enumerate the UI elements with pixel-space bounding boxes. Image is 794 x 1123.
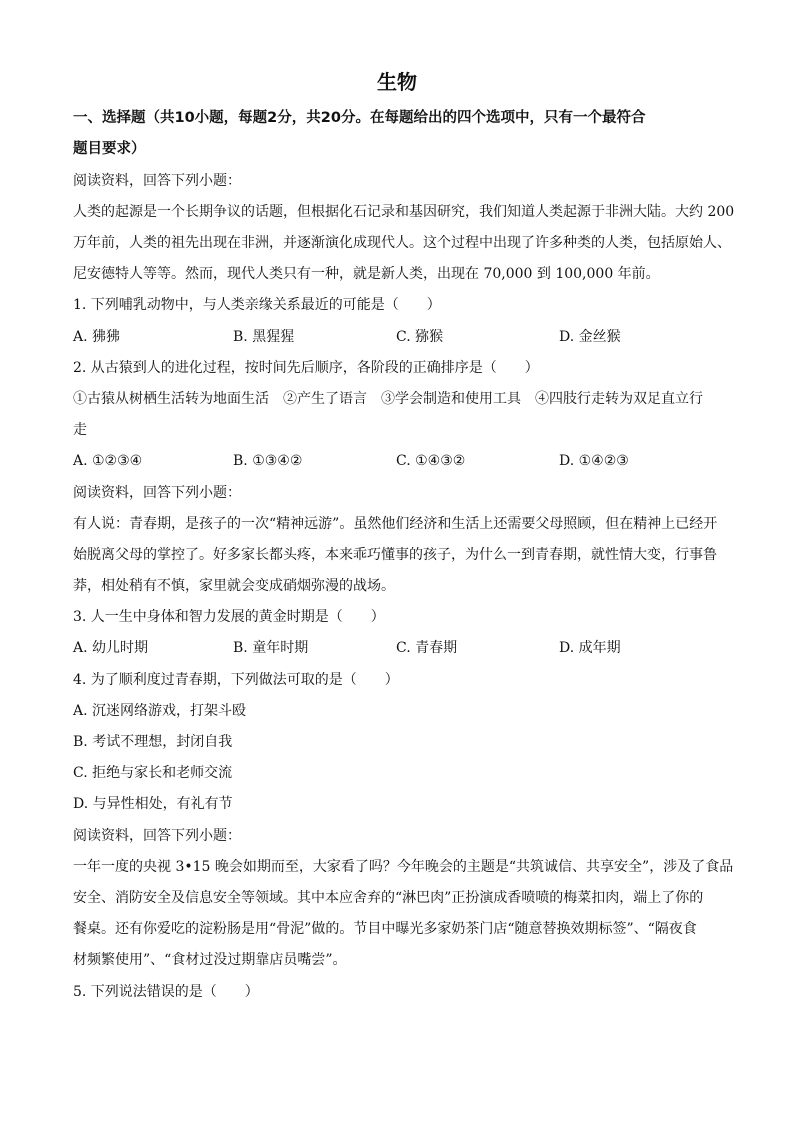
passage-2-line-2: 始脱离父母的掌控了。好多家长都头疼，本来乖巧懂事的孩子，为什么一到青春期，就性情大变，行事鲁 [73,547,717,563]
passage-2-intro: 阅读资料，回答下列小题： [73,485,241,501]
question-2-option-d[interactable]: D. ①④②③ [559,453,629,469]
passage-1-intro: 阅读资料，回答下列小题： [73,173,241,189]
page-title: 生物 [377,70,417,94]
question-2-stem: 2. 从古猿到人的进化过程，按时间先后顺序，各阶段的正确排序是（ ） [73,360,539,376]
section-header-line-1: 一、选择题（共10小题，每题2分，共20分。在每题给出的四个选项中，只有一个最符合 [73,110,646,126]
question-4-option-a[interactable]: A. 沉迷网络游戏，打架斗殴 [73,703,247,719]
question-3-option-c[interactable]: C. 青春期 [396,640,458,656]
question-2-option-b[interactable]: B. ①③④② [233,453,303,469]
passage-3-line-1: 一年一度的央视 3•15 晚会如期而至，大家看了吗？今年晚会的主题是“共筑诚信、共享安全”，涉及了食品 [73,859,734,875]
question-4-option-b[interactable]: B. 考试不理想，封闭自我 [73,734,233,750]
passage-2-line-1: 有人说：青春期，是孩子的一次“精神远游”。虽然他们经济和生活上还需要父母照顾，但在精神上已经开 [73,516,718,532]
question-2-items-line-2: 走 [73,422,87,438]
question-2-option-c[interactable]: C. ①④③② [396,453,466,469]
question-2-items-line-1: ①古猿从树栖生活转为地面生活 ②产生了语言 ③学会制造和使用工具 ④四肢行走转为双足直立行 [73,391,703,407]
passage-1-line-1: 人类的起源是一个长期争议的话题，但根据化石记录和基因研究，我们知道人类起源于非洲大陆。大约 200 [73,204,735,220]
question-4-option-c[interactable]: C. 拒绝与家长和老师交流 [73,765,233,781]
question-3-option-b[interactable]: B. 童年时期 [233,640,309,656]
section-header-line-2: 题目要求） [73,141,146,157]
question-3-option-d[interactable]: D. 成年期 [559,640,621,656]
question-1-option-a[interactable]: A. 狒狒 [73,329,121,345]
passage-3-intro: 阅读资料，回答下列小题： [73,828,241,844]
question-5-stem: 5. 下列说法错误的是（ ） [73,984,259,1000]
question-1-stem: 1. 下列哺乳动物中，与人类亲缘关系最近的可能是（ ） [73,297,441,313]
passage-1-line-2: 万年前，人类的祖先出现在非洲，并逐渐演化成现代人。这个过程中出现了许多种类的人类，包括原始人、 [73,235,731,251]
passage-2-line-3: 莽，相处稍有不慎，家里就会变成硝烟弥漫的战场。 [73,578,395,594]
question-4-option-d[interactable]: D. 与异性相处，有礼有节 [73,796,233,812]
question-1-option-c[interactable]: C. 猕猴 [396,329,444,345]
question-3-stem: 3. 人一生中身体和智力发展的黄金时期是（ ） [73,609,385,625]
question-4-stem: 4. 为了顺利度过青春期，下列做法可取的是（ ） [73,672,399,688]
passage-3-line-2: 安全、消防安全及信息安全等领域。其中本应舍弃的“淋巴肉”正扮演成香喷喷的梅菜扣肉，端上了你的 [73,890,704,906]
passage-1-line-3: 尼安德特人等等。然而，现代人类只有一种，就是新人类，出现在 70,000 到 100,000 年前。 [73,266,660,282]
question-3-option-a[interactable]: A. 幼儿时期 [73,640,149,656]
question-1-option-d[interactable]: D. 金丝猴 [559,329,621,345]
question-1-option-b[interactable]: B. 黑猩猩 [233,329,295,345]
passage-3-line-4: 材频繁使用”、“食材过没过期靠店员嘴尝”。 [73,952,347,968]
passage-3-line-3: 餐桌。还有你爱吃的淀粉肠是用“骨泥”做的。节目中曝光多家奶茶门店“随意替换效期标签”、“隔夜食 [73,921,697,937]
question-2-option-a[interactable]: A. ①②③④ [73,453,143,469]
